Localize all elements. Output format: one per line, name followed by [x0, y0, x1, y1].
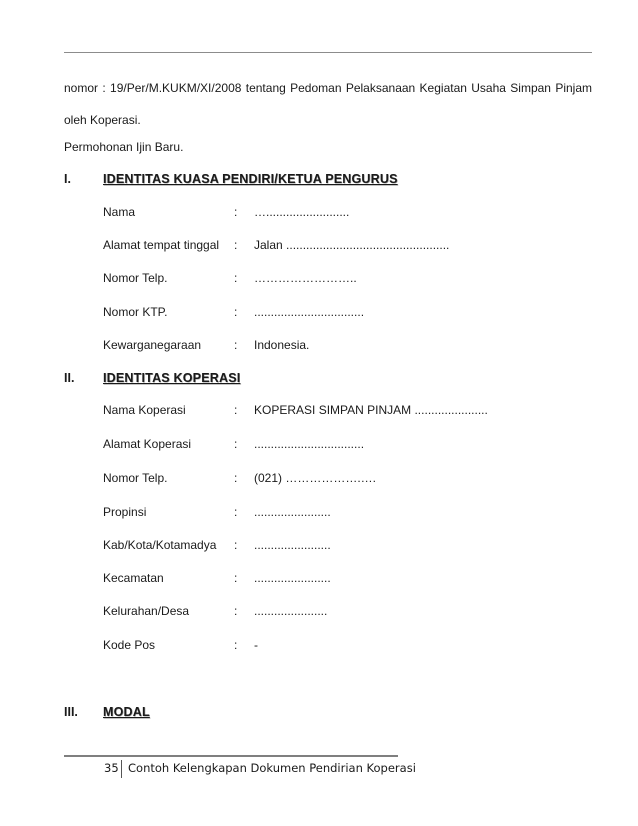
- field-value: ……………………..: [254, 271, 357, 285]
- field-colon: :: [234, 271, 238, 285]
- field-label: Nomor Telp.: [103, 271, 168, 285]
- form-row-kode-pos: [103, 638, 593, 654]
- field-colon: :: [234, 338, 238, 352]
- field-value: KOPERASI SIMPAN PINJAM ......................: [254, 403, 488, 417]
- field-value: .................................: [254, 437, 365, 451]
- field-colon: :: [234, 505, 238, 519]
- footer-divider: [121, 760, 122, 778]
- page-number: 35: [104, 761, 119, 775]
- form-row-kelurahan: [103, 604, 593, 620]
- form-row-kabupaten: [103, 538, 593, 554]
- field-label: Nama: [103, 205, 136, 219]
- field-colon: :: [234, 638, 238, 652]
- section-1-number: I.: [64, 172, 71, 186]
- section-2-title: IDENTITAS KOPERASI: [103, 371, 241, 385]
- field-colon: :: [234, 205, 238, 219]
- field-value: -: [254, 638, 258, 652]
- field-value: (021) ……………….….: [254, 471, 377, 485]
- section-3-number: III.: [64, 705, 78, 719]
- footer-text: Contoh Kelengkapan Dokumen Pendirian Koperasi: [128, 761, 416, 775]
- field-value: .......................: [254, 538, 331, 552]
- field-label: Kewarganegaraan: [103, 338, 202, 352]
- form-row-telp: [103, 271, 593, 287]
- section-1-title: IDENTITAS KUASA PENDIRI/KETUA PENGURUS: [103, 172, 398, 186]
- header-rule: [64, 52, 592, 53]
- form-row-propinsi: [103, 505, 593, 521]
- field-label: Alamat Koperasi: [103, 437, 192, 451]
- field-value: ….........................: [254, 205, 350, 219]
- field-label: Nama Koperasi: [103, 403, 186, 417]
- field-value: Indonesia.: [254, 338, 310, 352]
- field-label: Kode Pos: [103, 638, 156, 652]
- field-label: Kelurahan/Desa: [103, 604, 190, 618]
- field-label: Nomor KTP.: [103, 305, 168, 319]
- form-row-ktp: [103, 305, 593, 321]
- form-row-nama-koperasi: [103, 403, 593, 419]
- section-3-title: MODAL: [103, 705, 150, 719]
- field-value: .......................: [254, 505, 331, 519]
- permohonan-text: Permohonan Ijin Baru.: [64, 140, 184, 154]
- field-label: Kecamatan: [103, 571, 164, 585]
- form-row-telp-koperasi: [103, 471, 593, 487]
- field-colon: :: [234, 538, 238, 552]
- field-label: Propinsi: [103, 505, 147, 519]
- page-footer: [64, 760, 424, 778]
- field-value: .......................: [254, 571, 331, 585]
- section-2-number: II.: [64, 371, 75, 385]
- field-colon: :: [234, 437, 238, 451]
- footer-rule: [64, 755, 398, 757]
- form-row-alamat-koperasi: [103, 437, 593, 453]
- intro-line-2: oleh Koperasi.: [64, 113, 141, 127]
- field-value: ......................: [254, 604, 328, 618]
- field-colon: :: [234, 471, 238, 485]
- intro-line-1: nomor : 19/Per/M.KUKM/XI/2008 tentang Pedoman Pelaksanaan Kegiatan Usaha Simpan Pinjam: [64, 81, 592, 95]
- field-value: .................................: [254, 305, 365, 319]
- field-value: Jalan .................................................: [254, 238, 450, 252]
- form-row-kecamatan: [103, 571, 593, 587]
- form-row-alamat: [103, 238, 593, 254]
- field-colon: :: [234, 571, 238, 585]
- field-colon: :: [234, 305, 238, 319]
- field-label: Nomor Telp.: [103, 471, 168, 485]
- field-colon: :: [234, 604, 238, 618]
- field-colon: :: [234, 403, 238, 417]
- form-row-kewarganegaraan: [103, 338, 593, 354]
- form-row-nama: [103, 205, 593, 221]
- field-label: Alamat tempat tinggal: [103, 238, 220, 252]
- field-label: Kab/Kota/Kotamadya: [103, 538, 217, 552]
- field-colon: :: [234, 238, 238, 252]
